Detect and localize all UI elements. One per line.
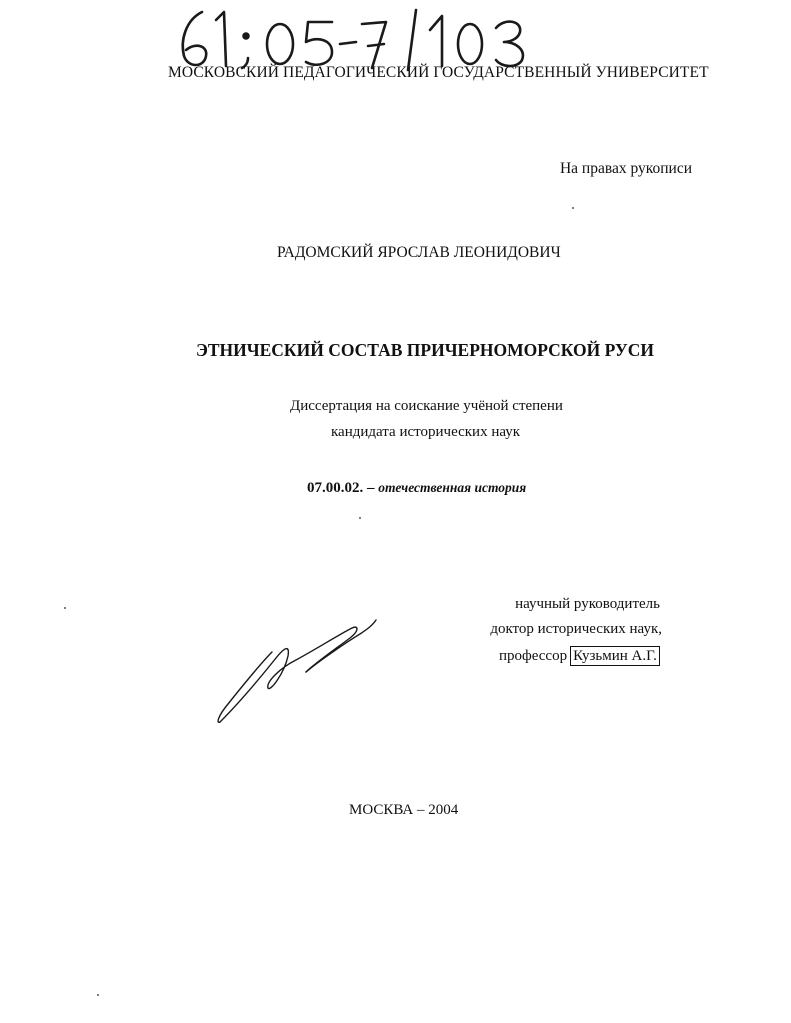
scan-speck xyxy=(64,607,66,609)
manuscript-note: На правах рукописи xyxy=(559,160,692,177)
supervisor-degree: доктор исторических наук, xyxy=(490,621,662,637)
thesis-title: ЭТНИЧЕСКИЙ СОСТАВ ПРИЧЕРНОМОРСКОЙ РУСИ xyxy=(196,340,655,360)
supervisor-title-line xyxy=(499,646,660,666)
scan-speck xyxy=(97,994,99,996)
signature xyxy=(210,612,390,730)
degree-line-1: Диссертация на соискание учёной степени xyxy=(290,398,563,414)
university-name: МОСКОВСКИЙ ПЕДАГОГИЧЕСКИЙ ГОСУДАРСТВЕННЫЙ УНИВЕРСИТЕТ xyxy=(168,64,709,81)
scan-speck xyxy=(359,517,361,519)
specialty-name: отечественная история xyxy=(378,480,527,495)
specialty-code: 07.00.02. – xyxy=(307,480,375,496)
handwritten-archive-code xyxy=(172,6,532,72)
scan-speck xyxy=(572,207,574,209)
city-year: МОСКВА – 2004 xyxy=(349,802,459,818)
supervisor-role: научный руководитель xyxy=(515,596,660,612)
degree-line-2: кандидата исторических наук xyxy=(331,424,521,440)
specialty xyxy=(307,480,526,497)
supervisor-name-stamp: Кузьмин А.Г. xyxy=(570,646,660,666)
supervisor-title: профессор xyxy=(499,648,568,664)
author-name: РАДОМСКИЙ ЯРОСЛАВ ЛЕОНИДОВИЧ xyxy=(277,244,561,261)
